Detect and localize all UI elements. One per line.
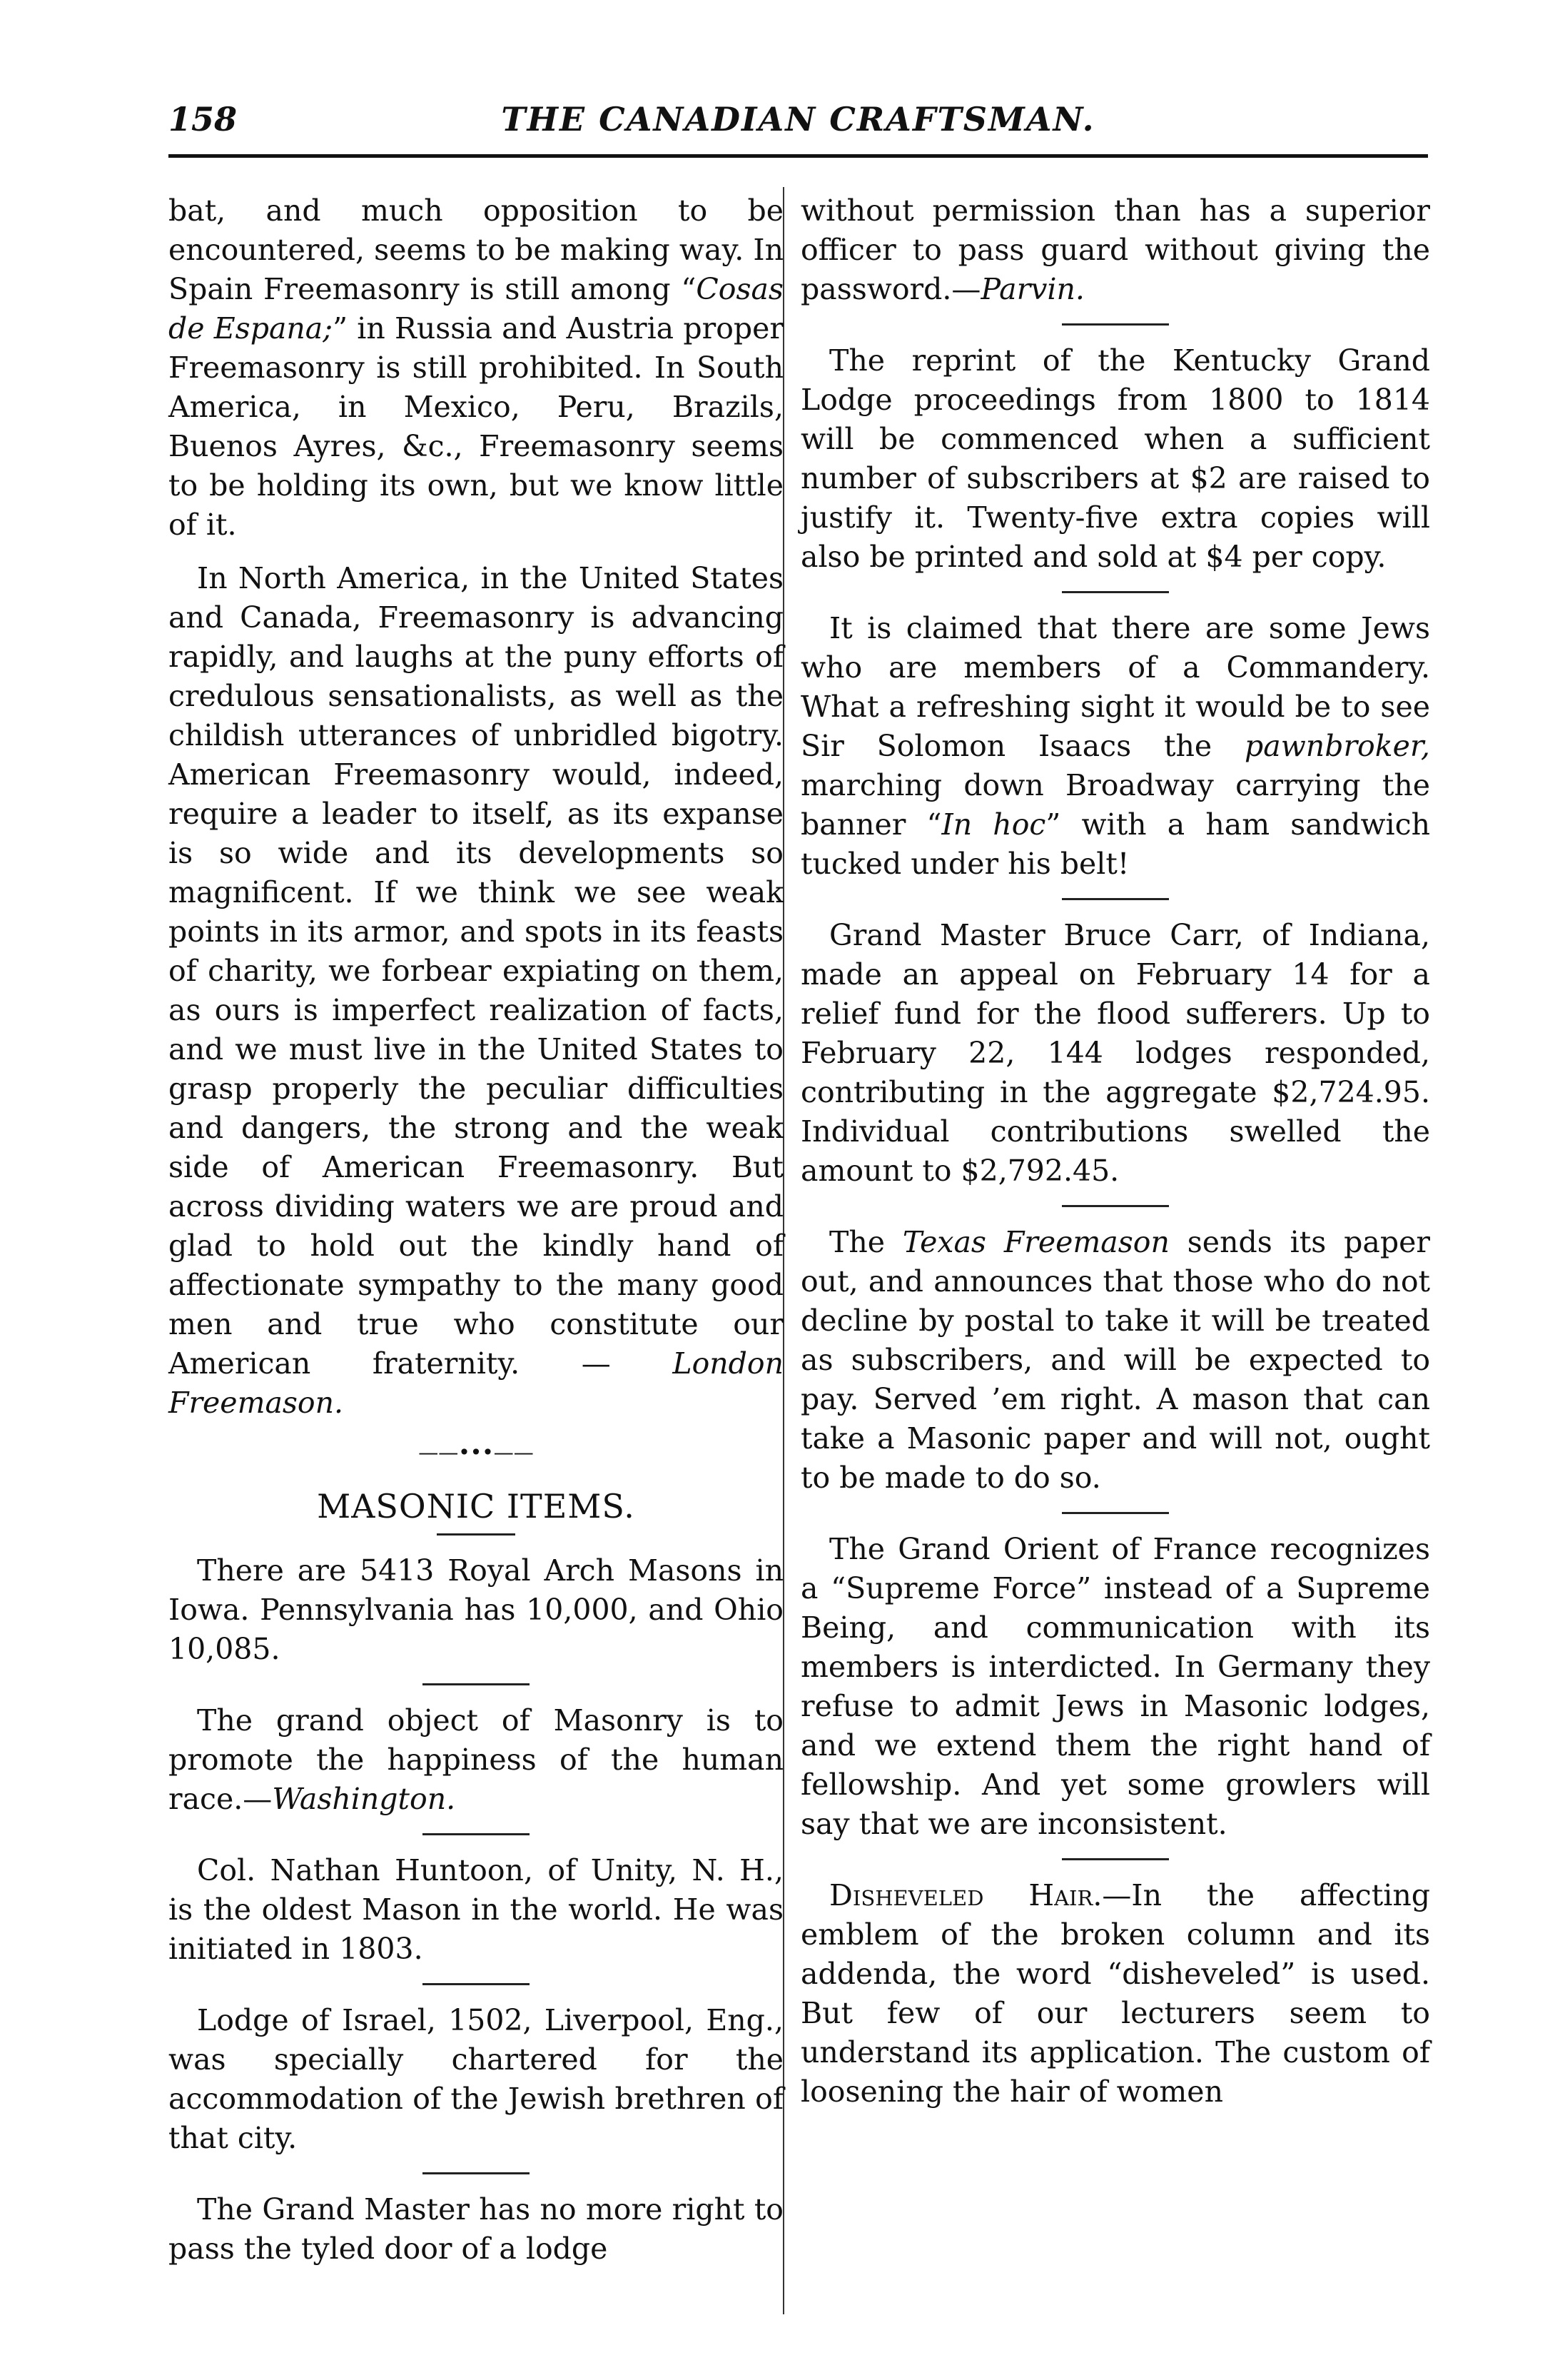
item-divider <box>1062 1858 1169 1860</box>
item-divider <box>1062 591 1169 593</box>
item-divider <box>1062 323 1169 326</box>
right-column <box>801 191 1430 2126</box>
running-title: THE CANADIAN CRAFTSMAN. <box>501 100 1095 138</box>
item-royal-arch: There are 5413 Royal Arch Masons in Iowa. Pennsylvania has 10,000, and Ohio 10,085. <box>168 1553 784 1666</box>
item-texas-freemason: The Texas Freemason sends its paper out, and announces that those who do not decline by postal to take it will be treated as subscribers, and will be expected to pay. Served ’em right. A mason that can take a Masonic paper and will not, ought to be made to do so. <box>801 1225 1430 1495</box>
heading-rule <box>437 1533 515 1536</box>
item-bruce-carr: Grand Master Bruce Carr, of Indiana, made an appeal on February 14 for a relief fund for the flood sufferers. Up to February 22, 144 lodges responded, contributing in the aggregate $2,724.95. Individual contributions swelled the amount to $2,792.45. <box>801 918 1430 1188</box>
section-heading: MASONIC ITEMS. <box>317 1487 635 1526</box>
item-divider <box>1062 1205 1169 1207</box>
item-lodge-of-israel: Lodge of Israel, 1502, Liverpool, Eng., was specially chartered for the accommodation of the Jewish brethren of that city. <box>168 2003 784 2155</box>
item-source: Washington. <box>272 1782 456 1816</box>
left-column <box>168 191 784 2283</box>
item-huntoon: Col. Nathan Huntoon, of Unity, N. H., is the oldest Mason in the world. He was initiated in 1803. <box>168 1853 784 1966</box>
article-paragraph: In North America, in the United States and Canada, Freemasonry is advancing rapidly, and laughs at the puny efforts of credulous sensationalists, as well as the childish utterances of unbridled bigotry. American Freemasonry would, indeed, require a leader to itself, as its expanse is so wide and its developments so magnificent. If we think we see weak points in its armor, and spots in its feasts of charity, we forbear expiating on them, as ours is imperfect realization of facts, and we must live in the United States to grasp properly the peculiar difficulties and dangers, the strong and the weak side of American Freemasonry. But across dividing waters we are proud and glad to hold out the kindly hand of affectionate sympathy to the many good men and true who constitute our American fraternity. — London Freemason. <box>168 561 784 1420</box>
item-divider <box>422 1983 530 1985</box>
page-header <box>168 100 1428 143</box>
item-grand-master-continued: without permission than has a superior officer to pass guard without giving the password.—Parvin. <box>801 193 1430 306</box>
page-number: 158 <box>168 100 238 138</box>
item-divider <box>422 1683 530 1685</box>
item-title: Disheveled Hair. <box>829 1878 1103 1912</box>
header-rule <box>168 154 1428 158</box>
item-divider <box>422 1833 530 1835</box>
item-divider <box>1062 1512 1169 1514</box>
item-divider <box>1062 898 1169 900</box>
item-divider <box>422 2172 530 2174</box>
italic-phrase: Cosas de Espana; <box>168 272 784 346</box>
item-grand-orient: The Grand Orient of France recognizes a “Supreme Force” instead of a Supreme Being, and communication with its members is interdicted. In Germany they refuse to admit Jews in Masonic lodges, and we extend them the right hand of fellowship. And yet some growlers will say that we are inconsistent. <box>801 1532 1430 1841</box>
item-grand-master: The Grand Master has no more right to pass the tyled door of a lodge <box>168 2192 784 2266</box>
item-kentucky-reprint: The reprint of the Kentucky Grand Lodge proceedings from 1800 to 1814 will be commenced when a sufficient number of subscribers at $2 are raised to justify it. Twenty-five extra copies will also be printed and sold at $4 per copy. <box>801 343 1430 574</box>
section-divider: ——•••—— <box>418 1441 534 1464</box>
article-source: London Freemason. <box>168 1346 784 1420</box>
item-grand-object: The grand object of Masonry is to promote the happiness of the human race.—Washington. <box>168 1703 784 1816</box>
item-commandery: It is claimed that there are some Jews who are members of a Commandery. What a refreshing sight it would be to see Sir Solomon Isaacs the pawnbroker, marching down Broadway carrying the banner “In hoc” with a ham sandwich tucked under his belt! <box>801 611 1431 881</box>
item-source: Parvin. <box>981 272 1085 306</box>
continued-paragraph: bat, and much opposition to be encountered, seems to be making way. In Spain Freemasonry is still among “Cosas de Espana;” in Russia and Austria proper Freemasonry is still prohibited. In South America, in Mexico, Peru, Brazils, Buenos Ayres, &c., Freemasonry seems to be holding its own, but we know little of it. <box>168 193 784 542</box>
item-disheveled-hair: Disheveled Hair.—In the affecting emblem of the broken column and its addenda, the word “disheveled” is used. But few of our lecturers seem to understand its application. The custom of loosening the hair of women <box>801 1878 1431 2109</box>
